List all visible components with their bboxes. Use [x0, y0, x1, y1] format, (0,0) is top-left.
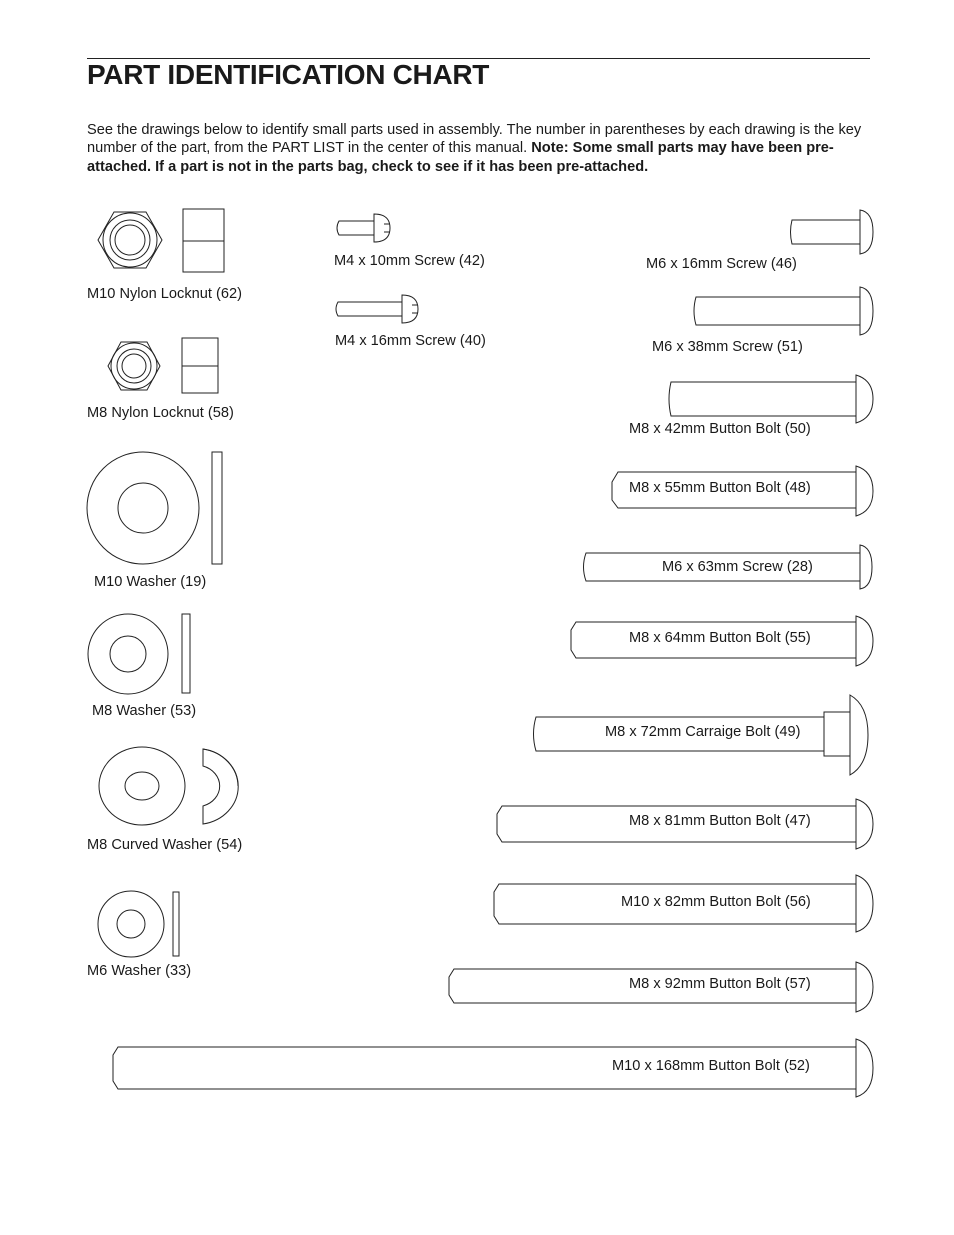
- m6-16mm-screw-drawing: [791, 210, 874, 254]
- m8-55mm-button-bolt-label: M8 x 55mm Button Bolt (48): [629, 480, 811, 496]
- m6-washer-drawing: [98, 891, 179, 957]
- page-title: PART IDENTIFICATION CHART: [87, 59, 490, 90]
- m10-washer-drawing: [87, 452, 222, 564]
- m4-10mm-screw-drawing: [337, 214, 390, 242]
- m8-72mm-carriage-bolt-label: M8 x 72mm Carraige Bolt (49): [605, 724, 801, 740]
- m8-92mm-button-bolt-label: M8 x 92mm Button Bolt (57): [629, 976, 811, 992]
- m8-nylon-locknut-drawing: [108, 338, 218, 393]
- m8-42mm-button-bolt-drawing: [669, 375, 873, 423]
- m4-10mm-screw-label: M4 x 10mm Screw (42): [334, 253, 485, 269]
- m10-washer-label: M10 Washer (19): [94, 574, 207, 590]
- m8-washer-drawing: [88, 614, 190, 694]
- m8-curved-washer-label: M8 Curved Washer (54): [87, 837, 243, 853]
- m8-64mm-button-bolt-label: M8 x 64mm Button Bolt (55): [629, 630, 811, 646]
- m10-82mm-button-bolt-label: M10 x 82mm Button Bolt (56): [621, 894, 811, 910]
- m4-16mm-screw-label: M4 x 16mm Screw (40): [335, 333, 486, 349]
- m10-168mm-button-bolt-label: M10 x 168mm Button Bolt (52): [612, 1058, 810, 1074]
- m6-38mm-screw-drawing: [694, 287, 873, 335]
- m8-81mm-button-bolt-label: M8 x 81mm Button Bolt (47): [629, 813, 811, 829]
- m8-nylon-locknut-label: M8 Nylon Locknut (58): [87, 405, 234, 421]
- m8-washer-label: M8 Washer (53): [92, 703, 197, 719]
- m10-nylon-locknut-drawing: [98, 209, 224, 272]
- m10-nylon-locknut-label: M10 Nylon Locknut (62): [87, 286, 242, 302]
- m6-washer-label: M6 Washer (33): [87, 963, 192, 979]
- m8-42mm-button-bolt-label: M8 x 42mm Button Bolt (50): [629, 421, 811, 437]
- m8-curved-washer-drawing: [99, 747, 238, 825]
- m6-38mm-screw-label: M6 x 38mm Screw (51): [652, 339, 803, 355]
- m6-63mm-screw-label: M6 x 63mm Screw (28): [662, 559, 813, 575]
- m4-16mm-screw-drawing: [336, 295, 418, 323]
- m6-16mm-screw-label: M6 x 16mm Screw (46): [646, 256, 797, 272]
- intro-note: Note: Some small parts may have been pre-attached. If a part is not in the parts bag, check to see if it has been pre-attached.: [87, 140, 834, 175]
- intro-text: See the drawings below to identify small parts used in assembly. The number in parentheses by each drawing is the key number of the part, from the PART LIST in the center of this manual.: [87, 122, 862, 157]
